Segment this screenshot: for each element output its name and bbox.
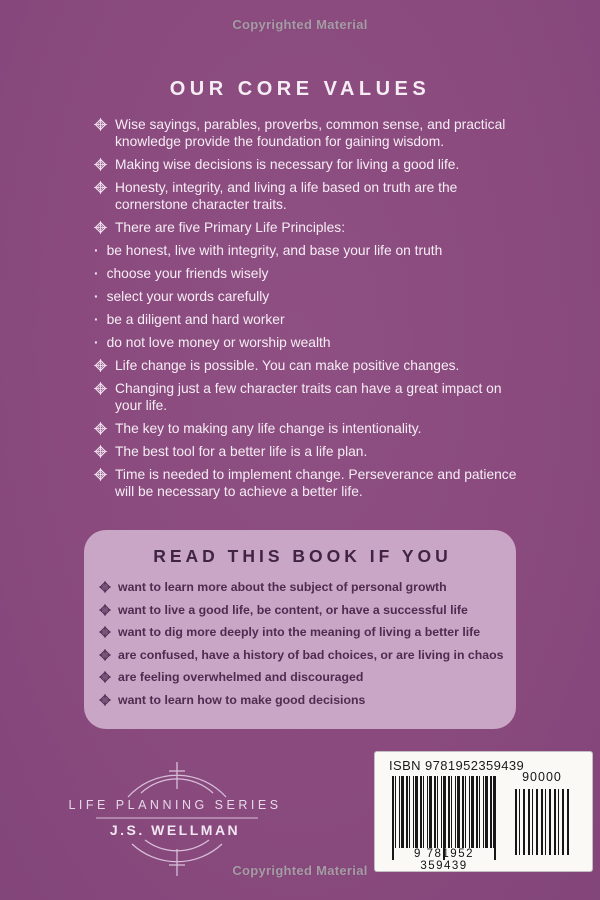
core-values-bullets-bottom bbox=[94, 357, 534, 500]
core-values-list bbox=[94, 116, 534, 506]
read-box-text: want to dig more deeply into the meaning of living a better life bbox=[118, 625, 481, 639]
diamond-compass-bullet-icon bbox=[99, 626, 111, 638]
core-value-text: Time is needed to implement change. Perseverance and patience will be necessary to achieve a better life. bbox=[115, 467, 517, 499]
read-box-item bbox=[99, 580, 506, 596]
diamond-compass-bullet-icon bbox=[99, 649, 111, 661]
diamond-compass-bullet-icon bbox=[99, 671, 111, 683]
core-value-text: Making wise decisions is necessary for living a good life. bbox=[115, 157, 460, 172]
read-box-text: want to learn more about the subject of personal growth bbox=[118, 580, 447, 594]
diamond-compass-bullet-icon bbox=[99, 694, 111, 706]
ean5-supplement-barcode bbox=[513, 770, 571, 860]
core-value-text: Changing just a few character traits can have a great impact on your life. bbox=[115, 381, 502, 413]
diamond-compass-bullet-icon bbox=[94, 181, 107, 194]
principle-item bbox=[94, 242, 534, 259]
principle-text: do not love money or worship wealth bbox=[106, 335, 331, 350]
dot-bullet-icon: · bbox=[94, 266, 99, 281]
copyright-notice-top: Copyrighted Material bbox=[232, 17, 368, 32]
read-box-list bbox=[99, 580, 506, 708]
publisher-logo bbox=[58, 752, 292, 877]
author-name: J.S. WELLMAN bbox=[109, 822, 241, 838]
core-value-item bbox=[94, 116, 534, 150]
read-box-text: want to learn how to make good decisions bbox=[118, 692, 366, 707]
core-value-item bbox=[94, 443, 534, 460]
read-this-book-panel bbox=[84, 530, 516, 729]
core-value-text: The best tool for a better life is a life plan. bbox=[115, 444, 368, 459]
core-value-item bbox=[94, 466, 534, 500]
core-value-text: Wise sayings, parables, proverbs, common sense, and practical knowledge provide the foundation for gaining wisdom. bbox=[115, 117, 506, 149]
diamond-compass-bullet-icon bbox=[99, 581, 111, 593]
diamond-compass-bullet-icon bbox=[94, 158, 107, 171]
core-value-item bbox=[94, 357, 534, 374]
core-value-text: Honesty, integrity, and living a life based on truth are the cornerstone character traits. bbox=[115, 180, 458, 212]
core-values-bullets-top bbox=[94, 116, 534, 236]
principle-item bbox=[94, 265, 534, 282]
diamond-compass-bullet-icon bbox=[94, 422, 107, 435]
dot-bullet-icon: · bbox=[94, 243, 99, 258]
principle-item bbox=[94, 311, 534, 328]
principle-text: be honest, live with integrity, and base your life on truth bbox=[106, 243, 443, 258]
core-value-item bbox=[94, 219, 534, 236]
copyright-notice-bottom: Copyrighted Material bbox=[232, 863, 368, 878]
diamond-compass-bullet-icon bbox=[94, 221, 107, 234]
core-value-item bbox=[94, 156, 534, 173]
dot-bullet-icon: · bbox=[94, 335, 99, 350]
read-box-item bbox=[99, 625, 506, 641]
read-box-text: are feeling overwhelmed and discouraged bbox=[118, 670, 364, 684]
principle-text: choose your friends wisely bbox=[106, 266, 269, 281]
principle-text: select your words carefully bbox=[106, 289, 270, 304]
read-box-item bbox=[99, 603, 506, 619]
diamond-compass-bullet-icon bbox=[94, 118, 107, 131]
core-value-text: There are five Primary Life Principles: bbox=[115, 220, 346, 235]
barcode-digits: 9 781952 359439 bbox=[414, 848, 474, 872]
supplement-barcode-bars bbox=[515, 789, 569, 855]
diamond-compass-bullet-icon bbox=[94, 468, 107, 481]
read-box-text: are confused, have a history of bad choices, or are living in chaos bbox=[118, 647, 504, 662]
read-box-item bbox=[99, 670, 506, 686]
core-value-text: The key to making any life change is intentionality. bbox=[115, 421, 422, 436]
read-box-item bbox=[99, 648, 506, 664]
diamond-compass-bullet-icon bbox=[94, 445, 107, 458]
barcode-panel bbox=[375, 752, 592, 871]
principle-item bbox=[94, 334, 534, 351]
read-box-text: want to live a good life, be content, or have a successful life bbox=[118, 602, 468, 617]
compass-crosshair-icon bbox=[58, 752, 292, 877]
principle-text: be a diligent and hard worker bbox=[106, 312, 285, 327]
diamond-compass-bullet-icon bbox=[94, 359, 107, 372]
diamond-compass-bullet-icon bbox=[99, 604, 111, 616]
core-value-item bbox=[94, 179, 534, 213]
ean13-barcode bbox=[388, 776, 500, 872]
principle-item bbox=[94, 288, 534, 305]
read-box-item bbox=[99, 693, 506, 709]
isbn-label: ISBN 9781952359439 bbox=[389, 758, 525, 773]
core-value-item bbox=[94, 380, 534, 414]
dot-bullet-icon: · bbox=[94, 289, 99, 304]
life-principles-list bbox=[94, 242, 534, 351]
dot-bullet-icon: · bbox=[94, 312, 99, 327]
core-value-text: Life change is possible. You can make positive changes. bbox=[115, 358, 460, 373]
core-value-item bbox=[94, 420, 534, 437]
read-box-title: READ THIS BOOK IF YOU bbox=[153, 546, 452, 566]
price-code: 90000 bbox=[522, 770, 562, 784]
diamond-compass-bullet-icon bbox=[94, 382, 107, 395]
series-name: LIFE PLANNING SERIES bbox=[68, 798, 282, 812]
core-values-title: OUR CORE VALUES bbox=[169, 78, 431, 100]
